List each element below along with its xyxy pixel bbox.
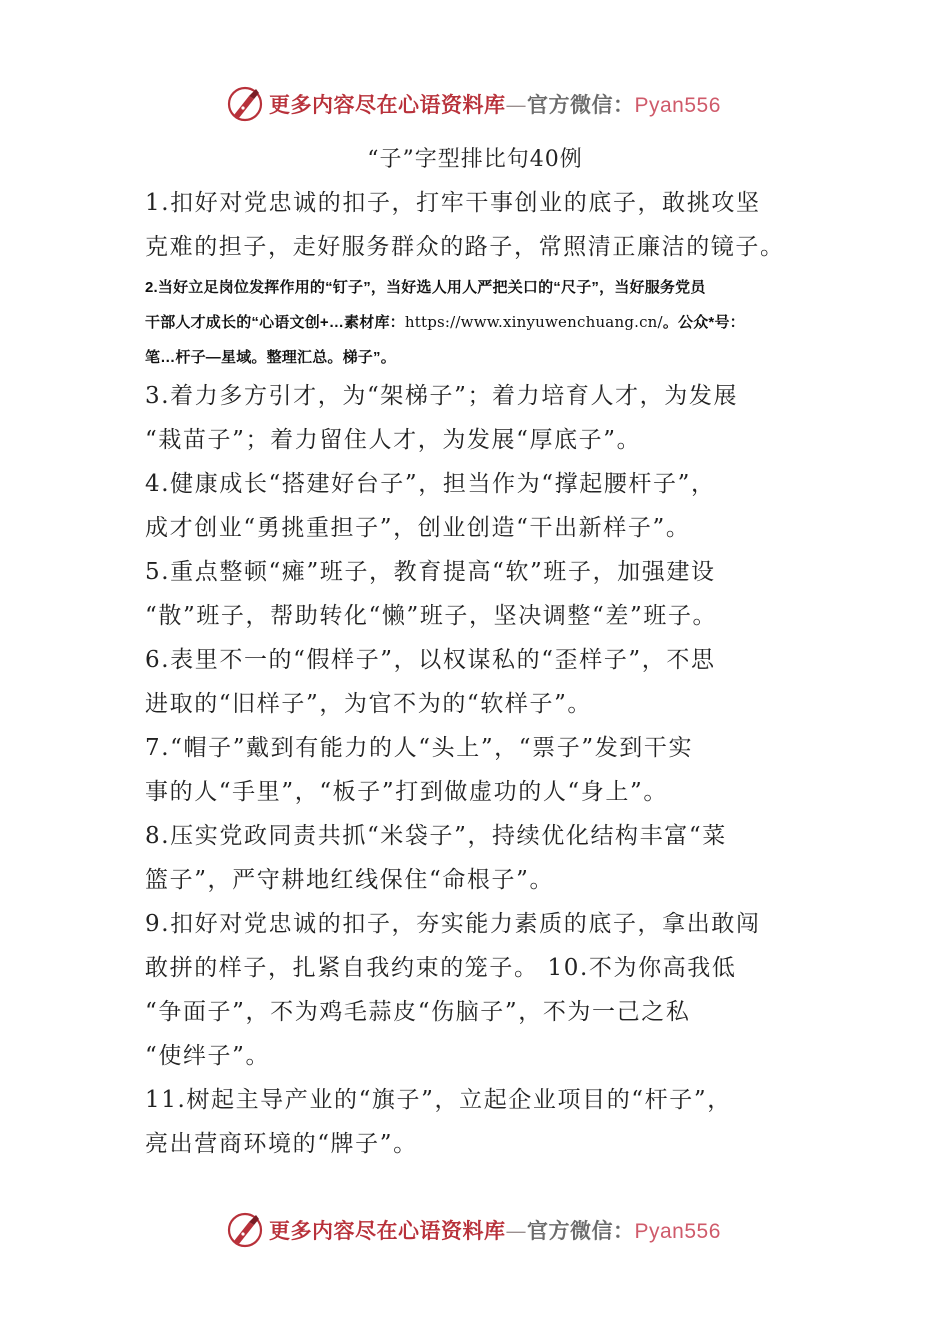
body-line: “争面子”，不为鸡毛蒜皮“伤脑子”，不为一己之私 [145,999,691,1025]
body-line: 8.压实党政同责共抓“米袋子”，持续优化结构丰富“菜 [145,823,727,849]
header-watermark-banner [225,82,745,126]
item2-suffix: 。公众*号： [662,314,745,331]
body-line: 9.扣好对党忠诚的扣子，夯实能力素质的底子，拿出敢闯 [145,911,761,937]
banner-official-label: 官方微信： [527,1218,635,1243]
banner-main-text: 更多内容尽在心语资料库 [269,1218,506,1243]
footer-watermark-banner [225,1208,745,1252]
body-line: 克难的担子，走好服务群众的路子，常照清正廉洁的镜子。 [145,234,785,260]
item2-line [145,304,805,339]
body-line: 11.树起主导产业的“旗子”，立起企业项目的“杆子”， [145,1087,732,1113]
body-line: 1.扣好对党忠诚的扣子，打牢干事创业的底子，敢挑攻坚 [145,190,761,216]
item2-line: 2.当好立足岗位发挥作用的“钉子”，当好选人用人严把关口的“尺子”，当好服务党员 [145,279,706,296]
banner-dash: — [505,1219,527,1243]
body-line: 5.重点整顿“瘫”班子，教育提高“软”班子，加强建设 [145,559,716,585]
document-title: “子”字型排比句40例 [367,147,583,172]
body-line: “使绊子”。 [145,1043,271,1069]
body-line: 6.表里不一的“假样子”，以权谋私的“歪样子”，不思 [145,647,716,673]
body-line: 篮子”，严守耕地红线保住“命根子”。 [145,867,555,893]
body-line: 亮出营商环境的“牌子”。 [145,1131,418,1157]
body-line: 3.着力多方引才，为“架梯子”；着力培育人才，为发展 [145,383,739,409]
banner-text [269,1215,721,1245]
body-line: 7.“帽子”戴到有能力的人“头上”，“票子”发到干实 [145,735,694,761]
pen-nib-logo-icon [225,1210,265,1250]
body-line: 4.健康成长“搭建好台子”，担当作为“撑起腰杆子”， [145,471,716,497]
banner-main-text: 更多内容尽在心语资料库 [269,92,506,117]
body-line: “散”班子，帮助转化“懒”班子，坚决调整“差”班子。 [145,603,718,629]
document-body [145,181,805,1166]
banner-dash: — [505,93,527,117]
item2-prefix: 干部人才成长的“心语文创+…素材库： [145,314,405,331]
body-line: “栽苗子”；着力留住人才，为发展“厚底子”。 [145,427,642,453]
banner-official-label: 官方微信： [527,92,635,117]
item2-line: 笔…杆子—星域。整理汇总。梯子”。 [145,349,396,366]
pen-nib-logo-icon [225,84,265,124]
banner-text [269,89,721,119]
body-line: 成才创业“勇挑重担子”，创业创造“干出新样子”。 [145,515,691,541]
banner-wechat-id: Pyan556 [634,94,721,117]
item2-url-link[interactable]: https://www.xinyuwenchuang.cn/ [404,313,663,331]
body-line: 进取的“旧样子”，为官不为的“软样子”。 [145,691,593,717]
banner-wechat-id: Pyan556 [634,1220,721,1243]
body-line: 敢拼的样子，扎紧自我约束的笼子。 10.不为你高我低 [145,955,737,981]
body-line: 事的人“手里”，“板子”打到做虚功的人“身上”。 [145,779,668,805]
